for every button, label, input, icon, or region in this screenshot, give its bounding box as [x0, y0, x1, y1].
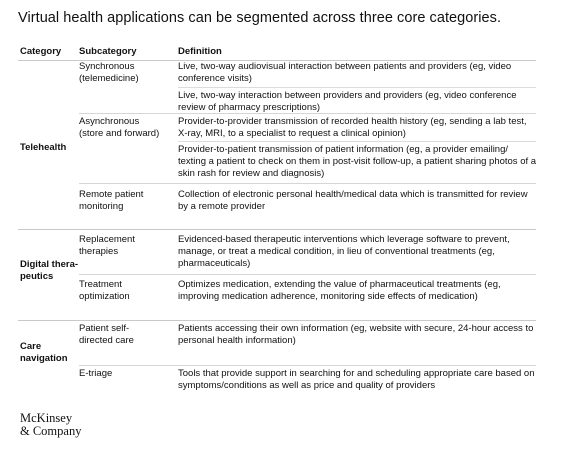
definition-treatment-optimization: Optimizes medication, extending the value of pharmaceutical treatments (eg, improving medication adherence, monitoring side effects of medication) [178, 279, 501, 302]
subcategory-label: E-triage [79, 368, 113, 379]
subcategory-patient-self-directed [79, 323, 174, 347]
page-title: Virtual health applications can be segmented across three core categories. [18, 10, 502, 26]
definition-synchronous-2: Live, two-way interaction between providers and providers (eg, video conference review of pharmacy prescriptions) [178, 90, 517, 113]
definition-e-triage: Tools that provide support in searching for and scheduling appropriate care based on symptoms/conditions as well as price and quality of providers [178, 368, 535, 391]
category-divider [18, 320, 536, 321]
header-subcategory: Subcategory [79, 46, 137, 57]
subcategory-divider [79, 113, 536, 114]
logo-line-1: McKinsey [20, 411, 73, 425]
subcategory-asynchronous [79, 116, 174, 140]
logo-line-2: & Company [20, 424, 82, 438]
definition-divider [178, 141, 536, 142]
category-digital-therapeutics: Digital thera- peutics [20, 259, 79, 282]
category-divider [18, 229, 536, 230]
category-care-navigation: Care navigation [20, 341, 68, 364]
definition-asynchronous-1: Provider-to-provider transmission of recorded health history (eg, sending a lab test, X-ray, MRI, to a specialist to request a clinical opinion) [178, 116, 527, 139]
subcategory-label: Treatment optimization [79, 279, 130, 302]
definition-divider [178, 87, 536, 88]
header-category: Category [20, 46, 62, 57]
subcategory-divider [79, 365, 536, 366]
subcategory-treatment-optimization [79, 279, 174, 303]
subcategory-synchronous [79, 61, 174, 85]
definition-patient-self-directed: Patients accessing their own information (eg, website with secure, 24-hour access to personal health information) [178, 323, 534, 346]
subcategory-label: Replacement therapies [79, 234, 135, 257]
definition-synchronous-1: Live, two-way audiovisual interaction between patients and providers (eg, video conference visits) [178, 61, 512, 84]
subcategory-label: Patient self- directed care [79, 323, 134, 346]
subcategory-e-triage [79, 368, 174, 380]
subcategory-divider [79, 183, 536, 184]
subcategory-label: Asynchronous (store and forward) [79, 116, 160, 139]
header-definition: Definition [178, 46, 222, 57]
mckinsey-logo [20, 412, 81, 438]
definition-replacement-therapies: Evidenced-based therapeutic interventions which leverage software to prevent, manage, or treat a medical condition, in lieu of conventional treatments (eg, pharmaceuticals) [178, 234, 510, 269]
subcategory-label: Synchronous (telemedicine) [79, 61, 139, 84]
subcategory-remote-monitoring [79, 189, 174, 213]
category-telehealth: Telehealth [20, 142, 67, 153]
definition-remote-monitoring: Collection of electronic personal health/medical data which is transmitted for review by a remote provider [178, 189, 528, 212]
definition-asynchronous-2: Provider-to-patient transmission of patient information (eg, a provider emailing/ texting a patient to check on them in post-visit follow-up, a patient sharing photos of a skin rash for review and diagnosis) [178, 144, 537, 179]
subcategory-divider [79, 274, 536, 275]
subcategory-label: Remote patient monitoring [79, 189, 144, 212]
subcategory-replacement-therapies [79, 234, 174, 258]
